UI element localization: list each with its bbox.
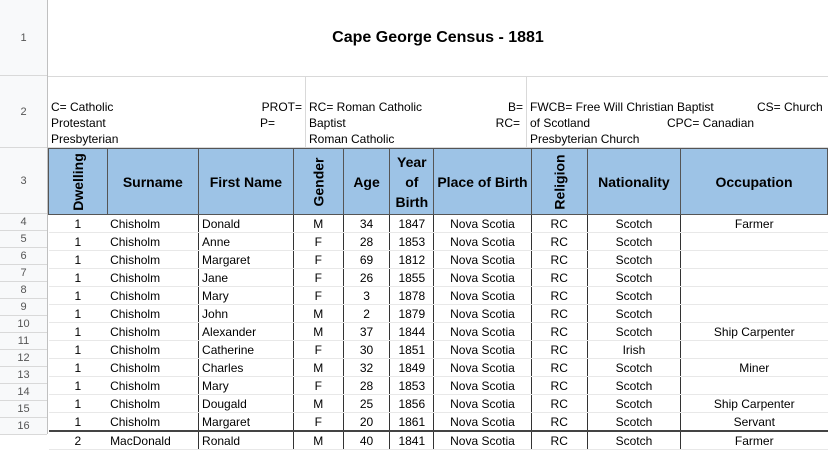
cell-age[interactable]: 28 bbox=[343, 377, 389, 395]
cell-gender[interactable]: F bbox=[293, 341, 343, 359]
cell-age[interactable]: 34 bbox=[343, 215, 389, 233]
cell-nationality[interactable]: Scotch bbox=[587, 395, 680, 413]
cell-surname[interactable]: Chisholm bbox=[107, 323, 198, 341]
cell-occupation[interactable] bbox=[681, 305, 828, 323]
cell-nationality[interactable]: Scotch bbox=[587, 233, 680, 251]
header-gender-label: Gender bbox=[310, 156, 327, 207]
legend-prot: PROT= bbox=[261, 100, 302, 114]
cell-dwelling[interactable]: 1 bbox=[49, 287, 108, 305]
cell-year-of-birth[interactable]: 1855 bbox=[390, 269, 434, 287]
row-number-gutter bbox=[0, 0, 48, 434]
cell-year-of-birth[interactable]: 1879 bbox=[390, 305, 434, 323]
cell-dwelling[interactable]: 1 bbox=[49, 359, 108, 377]
cell-religion[interactable]: RC bbox=[531, 269, 587, 287]
header-year-line3: Birth bbox=[395, 193, 429, 210]
cell-gender[interactable]: M bbox=[293, 359, 343, 377]
cell-nationality[interactable]: Irish bbox=[587, 341, 680, 359]
cell-gender[interactable]: M bbox=[293, 215, 343, 233]
cell-place-of-birth[interactable]: Nova Scotia bbox=[434, 359, 531, 377]
cell-occupation[interactable]: Miner bbox=[681, 359, 828, 377]
column-header-nationality[interactable]: Nationality bbox=[587, 149, 680, 215]
cell-religion[interactable]: RC bbox=[531, 323, 587, 341]
cell-first-name[interactable]: Anne bbox=[199, 233, 294, 251]
table-row bbox=[49, 287, 828, 305]
cell-religion[interactable]: RC bbox=[531, 431, 587, 450]
cell-gender[interactable]: F bbox=[293, 377, 343, 395]
table-row bbox=[49, 305, 828, 323]
cell-surname[interactable]: Chisholm bbox=[107, 215, 198, 233]
cell-year-of-birth[interactable]: 1853 bbox=[390, 377, 434, 395]
cell-surname[interactable]: Chisholm bbox=[107, 269, 198, 287]
cell-occupation[interactable] bbox=[681, 269, 828, 287]
cell-place-of-birth[interactable]: Nova Scotia bbox=[434, 413, 531, 432]
cell-year-of-birth[interactable]: 1812 bbox=[390, 251, 434, 269]
cell-age[interactable]: 26 bbox=[343, 269, 389, 287]
cell-year-of-birth[interactable]: 1878 bbox=[390, 287, 434, 305]
row-number[interactable]: 16 bbox=[0, 418, 47, 435]
cell-first-name[interactable]: Catherine bbox=[199, 341, 294, 359]
cell-year-of-birth[interactable]: 1853 bbox=[390, 233, 434, 251]
legend-cell-3[interactable] bbox=[527, 76, 828, 148]
column-header-dwelling[interactable] bbox=[49, 149, 108, 215]
cell-dwelling[interactable]: 1 bbox=[49, 323, 108, 341]
cell-nationality[interactable]: Scotch bbox=[587, 359, 680, 377]
cell-dwelling[interactable]: 2 bbox=[49, 431, 108, 450]
table-row bbox=[49, 395, 828, 413]
cell-age[interactable]: 30 bbox=[343, 341, 389, 359]
row-number[interactable]: 4 bbox=[0, 214, 47, 231]
cell-surname[interactable]: Chisholm bbox=[107, 305, 198, 323]
column-header-place-of-birth[interactable]: Place of Birth bbox=[434, 149, 531, 215]
cell-nationality[interactable]: Scotch bbox=[587, 323, 680, 341]
row-number[interactable]: 9 bbox=[0, 299, 47, 316]
legend-baptist: Baptist bbox=[309, 116, 346, 130]
table-row bbox=[49, 359, 828, 377]
cell-gender[interactable]: M bbox=[293, 395, 343, 413]
column-header-religion[interactable] bbox=[531, 149, 587, 215]
cell-first-name[interactable]: Ronald bbox=[199, 431, 294, 450]
cell-gender[interactable]: F bbox=[293, 413, 343, 432]
cell-religion[interactable]: RC bbox=[531, 377, 587, 395]
cell-year-of-birth[interactable]: 1844 bbox=[390, 323, 434, 341]
cell-nationality[interactable]: Scotch bbox=[587, 215, 680, 233]
column-header-first-name[interactable]: First Name bbox=[199, 149, 294, 215]
table-row bbox=[49, 377, 828, 395]
census-table bbox=[48, 148, 828, 450]
cell-dwelling[interactable]: 1 bbox=[49, 395, 108, 413]
cell-first-name[interactable]: Alexander bbox=[199, 323, 294, 341]
cell-age[interactable]: 32 bbox=[343, 359, 389, 377]
cell-age[interactable]: 3 bbox=[343, 287, 389, 305]
cell-year-of-birth[interactable]: 1851 bbox=[390, 341, 434, 359]
cell-age[interactable]: 20 bbox=[343, 413, 389, 432]
legend-roman-catholic: Roman Catholic bbox=[309, 132, 395, 146]
cell-occupation[interactable] bbox=[681, 233, 828, 251]
table-row bbox=[49, 341, 828, 359]
legend-rc: RC= bbox=[495, 116, 520, 130]
cell-nationality[interactable]: Scotch bbox=[587, 287, 680, 305]
table-row bbox=[49, 323, 828, 341]
cell-first-name[interactable]: Mary bbox=[199, 377, 294, 395]
cell-religion[interactable]: RC bbox=[531, 233, 587, 251]
cell-nationality[interactable]: Scotch bbox=[587, 269, 680, 287]
cell-occupation[interactable] bbox=[681, 251, 828, 269]
header-year-line2: of bbox=[405, 173, 419, 190]
cell-place-of-birth[interactable]: Nova Scotia bbox=[434, 395, 531, 413]
cell-place-of-birth[interactable]: Nova Scotia bbox=[434, 215, 531, 233]
header-dwelling-label: Dwelling bbox=[69, 152, 86, 211]
row-number[interactable]: 3 bbox=[0, 148, 47, 214]
cell-dwelling[interactable]: 1 bbox=[49, 413, 108, 432]
cell-dwelling[interactable]: 1 bbox=[49, 305, 108, 323]
table-row bbox=[49, 233, 828, 251]
column-header-occupation[interactable]: Occupation bbox=[681, 149, 828, 215]
cell-nationality[interactable]: Scotch bbox=[587, 431, 680, 450]
cell-religion[interactable]: RC bbox=[531, 413, 587, 432]
cell-gender[interactable]: F bbox=[293, 269, 343, 287]
cell-first-name[interactable]: Jane bbox=[199, 269, 294, 287]
row-number[interactable]: 14 bbox=[0, 384, 47, 401]
cell-occupation[interactable]: Ship Carpenter bbox=[681, 395, 828, 413]
cell-age[interactable]: 69 bbox=[343, 251, 389, 269]
row-number[interactable]: 1 bbox=[0, 0, 47, 76]
legend-rc-roman-catholic: RC= Roman Catholic bbox=[309, 100, 423, 114]
legend-cs: CS= Church bbox=[757, 100, 823, 114]
cell-religion[interactable]: RC bbox=[531, 341, 587, 359]
cell-religion[interactable]: RC bbox=[531, 251, 587, 269]
cell-year-of-birth[interactable]: 1849 bbox=[390, 359, 434, 377]
cell-first-name[interactable]: Margaret bbox=[199, 413, 294, 432]
cell-occupation[interactable]: Farmer bbox=[681, 215, 828, 233]
cell-nationality[interactable]: Scotch bbox=[587, 251, 680, 269]
table-row bbox=[49, 251, 828, 269]
header-religion-label: Religion bbox=[551, 153, 568, 210]
cell-religion[interactable]: RC bbox=[531, 215, 587, 233]
legend-fwcb: FWCB= Free Will Christian Baptist bbox=[530, 100, 714, 114]
cell-age[interactable]: 28 bbox=[343, 233, 389, 251]
cell-dwelling[interactable]: 1 bbox=[49, 233, 108, 251]
cell-surname[interactable]: Chisholm bbox=[107, 377, 198, 395]
column-header-year-of-birth[interactable] bbox=[390, 149, 434, 215]
cell-surname[interactable]: Chisholm bbox=[107, 341, 198, 359]
row-number[interactable]: 7 bbox=[0, 265, 47, 282]
cell-occupation[interactable]: Farmer bbox=[681, 431, 828, 450]
cell-surname[interactable]: Chisholm bbox=[107, 359, 198, 377]
row-number[interactable]: 12 bbox=[0, 350, 47, 367]
legend-b: B= bbox=[507, 100, 523, 114]
cell-occupation[interactable] bbox=[681, 287, 828, 305]
table-row bbox=[49, 215, 828, 233]
row-number[interactable]: 10 bbox=[0, 316, 47, 333]
column-header-gender[interactable] bbox=[293, 149, 343, 215]
cell-occupation[interactable] bbox=[681, 377, 828, 395]
cell-surname[interactable]: Chisholm bbox=[107, 413, 198, 432]
cell-occupation[interactable]: Servant bbox=[681, 413, 828, 432]
legend-cpc: CPC= Canadian bbox=[667, 116, 755, 130]
cell-place-of-birth[interactable]: Nova Scotia bbox=[434, 377, 531, 395]
cell-year-of-birth[interactable]: 1847 bbox=[390, 215, 434, 233]
cell-gender[interactable]: M bbox=[293, 431, 343, 450]
row-number[interactable]: 15 bbox=[0, 401, 47, 418]
cell-age[interactable]: 40 bbox=[343, 431, 389, 450]
cell-religion[interactable]: RC bbox=[531, 395, 587, 413]
cell-year-of-birth[interactable]: 1861 bbox=[390, 413, 434, 432]
column-header-age[interactable]: Age bbox=[343, 149, 389, 215]
cell-religion[interactable]: RC bbox=[531, 287, 587, 305]
cell-first-name[interactable]: Charles bbox=[199, 359, 294, 377]
cell-place-of-birth[interactable]: Nova Scotia bbox=[434, 341, 531, 359]
legend-of-scotland: of Scotland bbox=[530, 116, 591, 130]
cell-surname[interactable]: Chisholm bbox=[107, 287, 198, 305]
row-number[interactable]: 13 bbox=[0, 367, 47, 384]
sheet-title[interactable]: Cape George Census - 1881 bbox=[48, 0, 828, 77]
cell-gender[interactable]: M bbox=[293, 323, 343, 341]
cell-place-of-birth[interactable]: Nova Scotia bbox=[434, 251, 531, 269]
cell-religion[interactable]: RC bbox=[531, 359, 587, 377]
cell-dwelling[interactable]: 1 bbox=[49, 269, 108, 287]
cell-occupation[interactable]: Ship Carpenter bbox=[681, 323, 828, 341]
row-number[interactable]: 11 bbox=[0, 333, 47, 350]
legend-p: P= bbox=[259, 116, 275, 130]
legend-protestant: Protestant bbox=[51, 116, 106, 130]
cell-first-name[interactable]: John bbox=[199, 305, 294, 323]
cell-place-of-birth[interactable]: Nova Scotia bbox=[434, 305, 531, 323]
cell-nationality[interactable]: Scotch bbox=[587, 377, 680, 395]
column-header-surname[interactable]: Surname bbox=[107, 149, 198, 215]
cell-gender[interactable]: F bbox=[293, 233, 343, 251]
cell-first-name[interactable]: Donald bbox=[199, 215, 294, 233]
cell-nationality[interactable]: Scotch bbox=[587, 305, 680, 323]
legend-cell-1[interactable] bbox=[48, 76, 306, 148]
legend-catholic: C= Catholic bbox=[51, 100, 114, 114]
cell-surname[interactable]: Chisholm bbox=[107, 395, 198, 413]
cell-first-name[interactable]: Mary bbox=[199, 287, 294, 305]
cell-nationality[interactable]: Scotch bbox=[587, 413, 680, 432]
cell-surname[interactable]: Chisholm bbox=[107, 251, 198, 269]
cell-place-of-birth[interactable]: Nova Scotia bbox=[434, 233, 531, 251]
cell-age[interactable]: 25 bbox=[343, 395, 389, 413]
cell-gender[interactable]: F bbox=[293, 287, 343, 305]
legend-presbyterian-church: Presbyterian Church bbox=[530, 132, 640, 146]
row-number[interactable]: 5 bbox=[0, 231, 47, 248]
cell-religion[interactable]: RC bbox=[531, 305, 587, 323]
row-number[interactable]: 6 bbox=[0, 248, 47, 265]
cell-surname[interactable]: MacDonald bbox=[107, 431, 198, 450]
header-row bbox=[49, 149, 828, 215]
table-row bbox=[49, 269, 828, 287]
row-number[interactable]: 8 bbox=[0, 282, 47, 299]
cell-first-name[interactable]: Dougald bbox=[199, 395, 294, 413]
cell-place-of-birth[interactable]: Nova Scotia bbox=[434, 287, 531, 305]
cell-surname[interactable]: Chisholm bbox=[107, 233, 198, 251]
cell-place-of-birth[interactable]: Nova Scotia bbox=[434, 431, 531, 450]
cell-age[interactable]: 2 bbox=[343, 305, 389, 323]
cell-gender[interactable]: M bbox=[293, 305, 343, 323]
row-number[interactable]: 2 bbox=[0, 76, 47, 148]
legend-cell-2[interactable] bbox=[306, 76, 527, 148]
cell-dwelling[interactable]: 1 bbox=[49, 341, 108, 359]
cell-first-name[interactable]: Margaret bbox=[199, 251, 294, 269]
header-year-line1: Year bbox=[397, 153, 427, 170]
cell-place-of-birth[interactable]: Nova Scotia bbox=[434, 323, 531, 341]
cell-age[interactable]: 37 bbox=[343, 323, 389, 341]
cell-dwelling[interactable]: 1 bbox=[49, 215, 108, 233]
cell-place-of-birth[interactable]: Nova Scotia bbox=[434, 269, 531, 287]
cell-dwelling[interactable]: 1 bbox=[49, 251, 108, 269]
cell-year-of-birth[interactable]: 1856 bbox=[390, 395, 434, 413]
cell-year-of-birth[interactable]: 1841 bbox=[390, 431, 434, 450]
cell-gender[interactable]: F bbox=[293, 251, 343, 269]
table-row bbox=[49, 413, 828, 432]
cell-dwelling[interactable]: 1 bbox=[49, 377, 108, 395]
cell-occupation[interactable] bbox=[681, 341, 828, 359]
legend-presbyterian: Presbyterian bbox=[51, 132, 119, 146]
